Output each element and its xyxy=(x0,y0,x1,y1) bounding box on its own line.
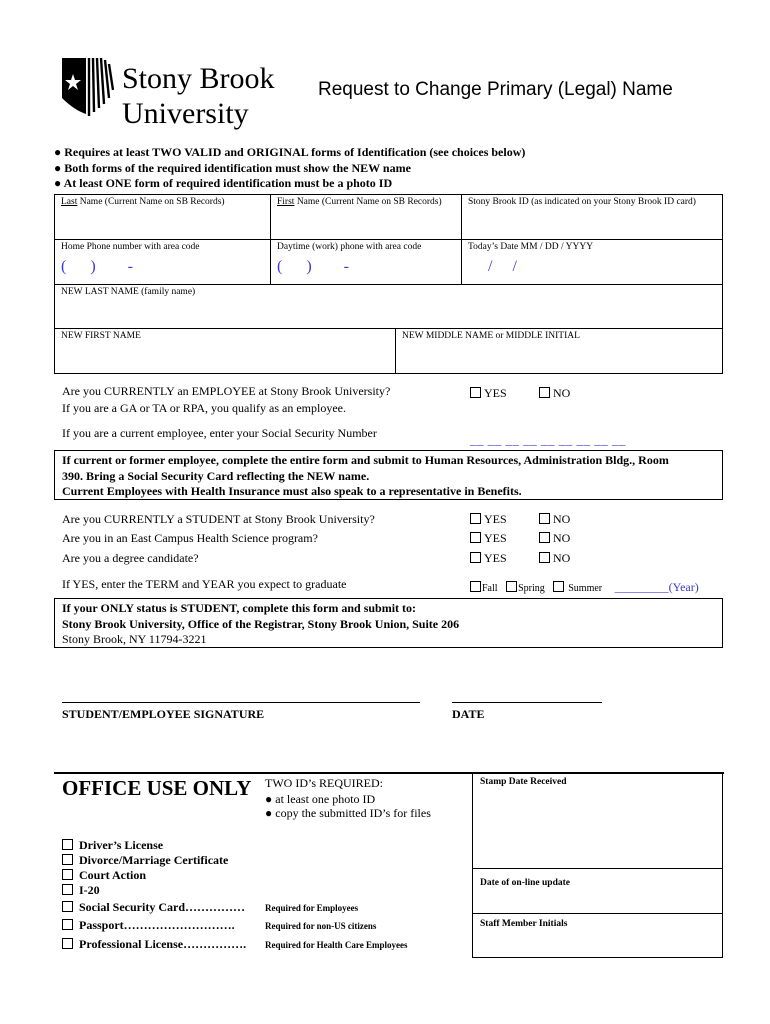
new-last-name-field[interactable] xyxy=(54,284,723,329)
shield-icon xyxy=(58,54,114,138)
professional-license-label: Professional License……………. xyxy=(79,937,247,951)
health-yes-option[interactable] xyxy=(470,531,507,546)
graduation-year-label: (Year) xyxy=(668,580,699,594)
id-item-professional-license[interactable] xyxy=(62,937,246,952)
id-item-social-security[interactable] xyxy=(62,900,245,915)
first-name-label: Name (Current Name on SB Records) xyxy=(294,197,442,207)
passport-label: Passport………………………. xyxy=(79,918,235,932)
online-update-label: Date of on-line update xyxy=(480,878,570,888)
spring-label: Spring xyxy=(518,583,545,594)
current-last-name-field[interactable] xyxy=(54,194,271,240)
last-name-label: Name (Current Name on SB Records) xyxy=(77,197,225,207)
ids-bullet-2: ● copy the submitted ID’s for files xyxy=(265,806,431,820)
sbid-field[interactable] xyxy=(461,194,723,240)
logo-line2: University xyxy=(122,97,249,130)
student-instructions-box xyxy=(54,598,723,648)
requirement-1: ● Requires at least TWO VALID and ORIGINAL forms of Identification (see choices below) xyxy=(54,145,526,159)
professional-license-note: Required for Health Care Employees xyxy=(265,940,408,950)
date-label: DATE xyxy=(452,707,485,721)
employee-no-checkbox[interactable] xyxy=(539,387,550,398)
signature-label: STUDENT/EMPLOYEE SIGNATURE xyxy=(62,707,265,721)
new-middle-name-label: NEW MIDDLE NAME or MIDDLE INITIAL xyxy=(402,331,580,341)
office-title: OFFICE USE ONLY xyxy=(62,776,252,800)
drivers-license-label: Driver’s License xyxy=(79,838,164,852)
ids-heading: TWO ID’s REQUIRED: xyxy=(265,776,383,790)
degree-no-option[interactable] xyxy=(539,551,570,566)
last-name-label-u: Last xyxy=(61,197,78,207)
term-options xyxy=(470,580,699,595)
degree-no-checkbox[interactable] xyxy=(539,552,550,563)
fall-checkbox[interactable] xyxy=(470,581,481,592)
divorce-marriage-checkbox[interactable] xyxy=(62,854,73,865)
health-no-checkbox[interactable] xyxy=(539,532,550,543)
graduation-year-input[interactable]: _________ xyxy=(614,580,669,594)
staff-divider xyxy=(472,913,723,914)
day-phone-field[interactable] xyxy=(270,239,462,285)
employee-yes-checkbox[interactable] xyxy=(470,387,481,398)
health-yes-checkbox[interactable] xyxy=(470,532,481,543)
id-item-i20[interactable] xyxy=(62,883,100,898)
passport-checkbox[interactable] xyxy=(62,919,73,930)
professional-license-checkbox[interactable] xyxy=(62,938,73,949)
employee-no-label: NO xyxy=(553,386,571,400)
todays-date-field[interactable] xyxy=(461,239,723,285)
student-box-line2: Stony Brook University, Office of the Registrar, Stony Brook Union, Suite 206 xyxy=(62,616,460,631)
drivers-license-checkbox[interactable] xyxy=(62,839,73,850)
first-name-label-u: First xyxy=(277,197,295,207)
id-item-drivers-license[interactable] xyxy=(62,838,163,853)
home-phone-field[interactable] xyxy=(54,239,271,285)
employee-box-line2: 390. Bring a Social Security Card reflecting the NEW name. xyxy=(62,468,370,483)
social-security-checkbox[interactable] xyxy=(62,901,73,912)
health-yes-label: YES xyxy=(484,531,507,545)
student-no-option[interactable] xyxy=(539,512,570,527)
home-phone-label: Home Phone number with area code xyxy=(61,242,200,252)
day-phone-format: ( ) - xyxy=(277,258,349,275)
summer-checkbox[interactable] xyxy=(553,581,564,592)
student-box-line3: Stony Brook, NY 11794-3221 xyxy=(62,632,207,646)
employee-yes-label: YES xyxy=(484,386,507,400)
day-phone-label: Daytime (work) phone with area code xyxy=(277,242,422,252)
new-last-name-label: NEW LAST NAME (family name) xyxy=(61,287,196,297)
sbid-label: Stony Brook ID (as indicated on your Stony Brook ID card) xyxy=(468,197,696,207)
stamp-box xyxy=(472,772,723,958)
employee-box-line1: If current or former employee, complete the entire form and submit to Human Resources, Administration Bldg., Room xyxy=(62,453,669,467)
ids-bullet-1: ● at least one photo ID xyxy=(265,792,376,806)
degree-no-label: NO xyxy=(553,551,571,565)
employee-question: Are you CURRENTLY an EMPLOYEE at Stony Brook University? xyxy=(62,384,391,398)
stamp-label: Stamp Date Received xyxy=(480,777,567,787)
id-item-passport[interactable] xyxy=(62,918,235,933)
student-no-checkbox[interactable] xyxy=(539,513,550,524)
student-question: Are you CURRENTLY a STUDENT at Stony Brook University? xyxy=(62,512,375,526)
health-no-option[interactable] xyxy=(539,531,570,546)
i20-label: I-20 xyxy=(79,883,100,897)
todays-date-format: / / xyxy=(488,258,517,275)
fall-label: Fall xyxy=(482,583,498,594)
id-item-court-action[interactable] xyxy=(62,868,146,883)
current-first-name-field[interactable] xyxy=(270,194,462,240)
ssn-label: If you are a current employee, enter your Social Security Number xyxy=(62,426,377,440)
employee-note: If you are a GA or TA or RPA, you qualify as an employee. xyxy=(62,401,346,415)
fall-option[interactable] xyxy=(470,583,498,594)
student-yes-label: YES xyxy=(484,512,507,526)
court-action-label: Court Action xyxy=(79,868,146,882)
graduation-term-label: If YES, enter the TERM and YEAR you expect to graduate xyxy=(62,577,347,591)
degree-yes-checkbox[interactable] xyxy=(470,552,481,563)
employee-box-line3: Current Employees with Health Insurance must also speak to a representative in Benefits. xyxy=(62,484,522,498)
spring-option[interactable] xyxy=(506,583,545,594)
student-yes-checkbox[interactable] xyxy=(470,513,481,524)
employee-yes-option[interactable] xyxy=(470,386,507,401)
passport-note: Required for non-US citizens xyxy=(265,921,377,931)
i20-checkbox[interactable] xyxy=(62,884,73,895)
degree-candidate-question: Are you a degree candidate? xyxy=(62,551,199,565)
logo-line1: Stony Brook xyxy=(122,62,275,95)
court-action-checkbox[interactable] xyxy=(62,869,73,880)
ssn-input[interactable]: __ __ __ __ __ __ __ __ __ xyxy=(470,432,626,447)
health-no-label: NO xyxy=(553,531,571,545)
new-middle-name-field[interactable] xyxy=(395,328,723,374)
degree-yes-option[interactable] xyxy=(470,551,507,566)
social-security-label: Social Security Card…………… xyxy=(79,900,245,914)
employee-no-option[interactable] xyxy=(539,386,570,401)
student-box-line1: If your ONLY status is STUDENT, complete this form and submit to: xyxy=(62,601,417,615)
requirement-3: ● At least ONE form of required identification must be a photo ID xyxy=(54,176,393,190)
home-phone-format: ( ) - xyxy=(61,258,133,275)
signature-line[interactable] xyxy=(62,702,420,703)
page-title: Request to Change Primary (Legal) Name xyxy=(318,79,673,100)
student-no-label: NO xyxy=(553,512,571,526)
staff-initials-label: Staff Member Initials xyxy=(480,919,568,929)
divorce-marriage-label: Divorce/Marriage Certificate xyxy=(79,853,229,867)
signature-date-line[interactable] xyxy=(452,702,602,703)
new-first-name-label: NEW FIRST NAME xyxy=(61,331,141,341)
university-logo xyxy=(58,54,288,138)
summer-option[interactable] xyxy=(553,583,602,594)
spring-checkbox[interactable] xyxy=(506,581,517,592)
degree-yes-label: YES xyxy=(484,551,507,565)
new-first-name-field[interactable] xyxy=(54,328,396,374)
student-yes-option[interactable] xyxy=(470,512,507,527)
id-item-divorce-marriage[interactable] xyxy=(62,853,228,868)
requirement-2: ● Both forms of the required identification must show the NEW name xyxy=(54,161,411,175)
online-update-divider xyxy=(472,868,723,869)
todays-date-label: Today’s Date MM / DD / YYYY xyxy=(468,242,594,252)
health-science-question: Are you in an East Campus Health Science program? xyxy=(62,531,318,545)
summer-label: Summer xyxy=(568,583,603,594)
employee-instructions-box xyxy=(54,450,723,500)
social-security-note: Required for Employees xyxy=(265,903,359,913)
